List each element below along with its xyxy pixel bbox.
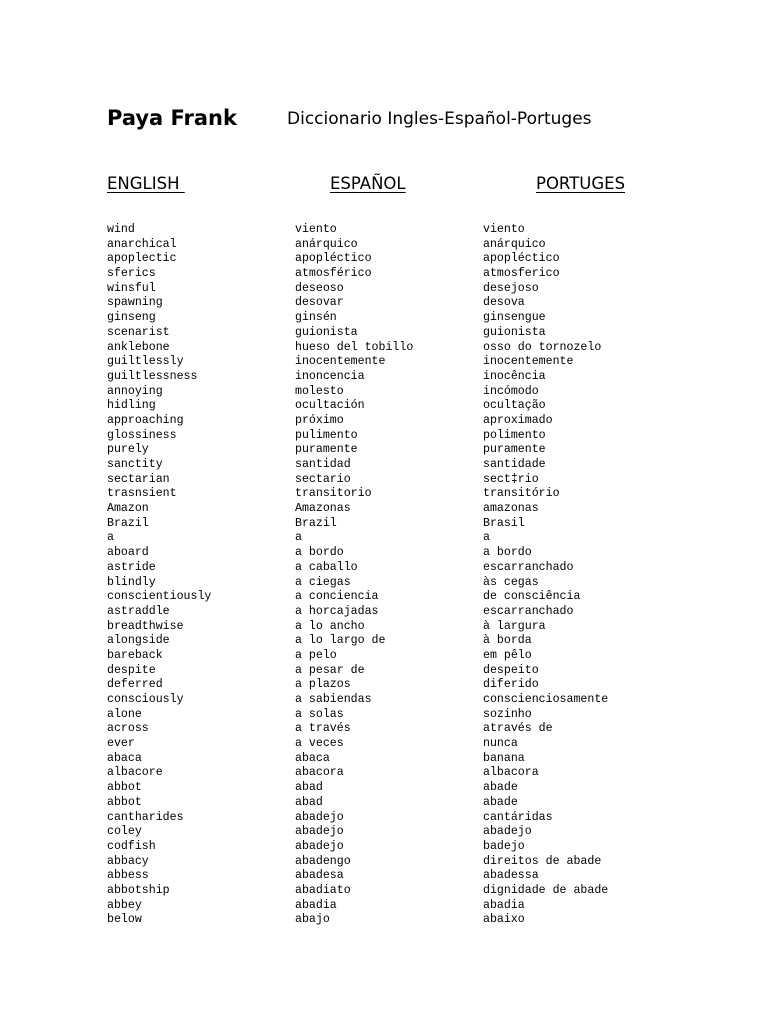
english-word: scenarist <box>107 325 170 339</box>
portuguese-word: sozinho <box>483 707 532 721</box>
portuguese-word: cantáridas <box>483 810 553 824</box>
portuguese-word: de consciência <box>483 590 581 604</box>
portuguese-word: amazonas <box>483 502 539 516</box>
spanish-word: deseoso <box>295 281 344 295</box>
english-column <box>107 223 211 928</box>
spanish-word: apopléctico <box>295 252 372 266</box>
portuguese-word: escarranchado <box>483 560 574 574</box>
spanish-word: a ciegas <box>295 575 351 589</box>
portuguese-word: abadessa <box>483 869 539 883</box>
english-word: albacore <box>107 766 163 780</box>
spanish-word: ocultación <box>295 399 365 413</box>
english-word: spawning <box>107 296 163 310</box>
english-word: breadthwise <box>107 619 184 633</box>
portuguese-word: polimento <box>483 428 546 442</box>
spanish-word: santidad <box>295 458 351 471</box>
spanish-word: abadia <box>295 898 337 912</box>
spanish-word: pulimento <box>295 428 358 442</box>
portuguese-word: anárquico <box>483 237 546 251</box>
english-word: apoplectic <box>107 252 177 266</box>
english-word: Brazil <box>107 516 149 530</box>
spanish-word: abadejo <box>295 839 344 853</box>
english-word: sanctity <box>107 458 163 471</box>
english-word: annoying <box>107 384 163 398</box>
column-header-english: ENGLISH <box>107 174 185 193</box>
portuguese-word: aproximado <box>483 413 553 427</box>
spanish-column <box>295 223 413 928</box>
portuguese-column <box>483 223 608 928</box>
portuguese-word: despeito <box>483 663 539 677</box>
spanish-word: guionista <box>295 325 358 339</box>
spanish-word: inocentemente <box>295 355 386 369</box>
portuguese-word: ginsengue <box>483 311 546 325</box>
portuguese-word: direitos de abade <box>483 854 602 868</box>
portuguese-word: osso do tornozelo <box>483 340 602 354</box>
english-word: anarchical <box>107 237 177 251</box>
spanish-word: abadejo <box>295 810 344 824</box>
portuguese-word: Brasil <box>483 516 525 530</box>
spanish-word: a bordo <box>295 546 344 560</box>
portuguese-word: à borda <box>483 634 532 648</box>
spanish-word: a plazos <box>295 678 351 692</box>
english-word: anklebone <box>107 340 170 354</box>
english-word: glossiness <box>107 428 177 442</box>
spanish-word: próximo <box>295 413 344 427</box>
spanish-word: a solas <box>295 707 344 721</box>
spanish-word: abadejo <box>295 825 344 839</box>
portuguese-word: sect‡rio <box>483 472 539 486</box>
spanish-word: abadesa <box>295 869 344 883</box>
spanish-word: transitorio <box>295 487 372 501</box>
english-word: alone <box>107 707 142 721</box>
english-word: a <box>107 531 114 545</box>
portuguese-word: às cegas <box>483 575 539 589</box>
english-word: abbey <box>107 898 142 912</box>
author-name: Paya Frank <box>107 106 237 130</box>
portuguese-word: escarranchado <box>483 604 574 618</box>
english-word: cantharides <box>107 810 184 824</box>
spanish-word: a lo ancho <box>295 619 365 633</box>
portuguese-word: incómodo <box>483 384 539 398</box>
english-word: wind <box>107 223 135 236</box>
spanish-word: inoncencia <box>295 369 365 383</box>
english-word: winsful <box>107 281 156 295</box>
portuguese-word: abadejo <box>483 825 532 839</box>
spanish-word: a caballo <box>295 560 358 574</box>
english-word: abbot <box>107 781 142 795</box>
english-word: deferred <box>107 678 163 692</box>
portuguese-word: diferido <box>483 678 539 692</box>
spanish-word: a pesar de <box>295 663 365 677</box>
spanish-word: abad <box>295 781 323 795</box>
english-word: sectarian <box>107 472 170 486</box>
english-word: abbacy <box>107 854 149 868</box>
portuguese-word: nunca <box>483 737 518 751</box>
portuguese-word: ocultação <box>483 399 546 413</box>
portuguese-word: abade <box>483 795 518 809</box>
spanish-word: desovar <box>295 296 344 310</box>
portuguese-word: puramente <box>483 443 546 457</box>
portuguese-word: através de <box>483 722 553 736</box>
english-word: abbess <box>107 869 149 883</box>
english-word: abaca <box>107 751 142 765</box>
portuguese-word: abadia <box>483 898 525 912</box>
spanish-word: anárquico <box>295 237 358 251</box>
portuguese-word: à largura <box>483 619 546 633</box>
portuguese-word: atmosferico <box>483 267 560 281</box>
spanish-word: Amazonas <box>295 502 351 516</box>
portuguese-word: transitório <box>483 487 560 501</box>
spanish-word: a lo largo de <box>295 634 386 648</box>
english-word: alongside <box>107 634 170 648</box>
portuguese-word: inocentemente <box>483 355 574 369</box>
spanish-word: abadengo <box>295 854 351 868</box>
english-word: purely <box>107 443 149 457</box>
english-word: consciously <box>107 693 184 706</box>
spanish-word: viento <box>295 223 337 236</box>
spanish-word: Brazil <box>295 516 337 530</box>
spanish-word: sectario <box>295 472 351 486</box>
document-title: Diccionario Ingles-Español-Portuges <box>287 109 592 129</box>
spanish-word: abaca <box>295 751 330 765</box>
english-word: astraddle <box>107 604 170 618</box>
english-word: ever <box>107 737 135 751</box>
english-word: below <box>107 913 142 927</box>
portuguese-word: em pêlo <box>483 648 532 662</box>
column-header-spanish: ESPAÑOL <box>330 174 406 193</box>
spanish-word: molesto <box>295 384 344 398</box>
english-word: codfish <box>107 839 156 853</box>
portuguese-word: apopléctico <box>483 252 560 266</box>
portuguese-word: abaixo <box>483 913 525 927</box>
spanish-word: a pelo <box>295 648 337 662</box>
english-word: Amazon <box>107 502 149 516</box>
spanish-word: a horcajadas <box>295 604 379 618</box>
english-word: approaching <box>107 413 184 427</box>
english-word: astride <box>107 560 156 574</box>
english-word: abbot <box>107 795 142 809</box>
portuguese-word: a bordo <box>483 546 532 560</box>
english-word: bareback <box>107 648 163 662</box>
portuguese-word: guionista <box>483 325 546 339</box>
spanish-word: puramente <box>295 443 358 457</box>
english-word: despite <box>107 663 156 677</box>
spanish-word: a veces <box>295 737 344 751</box>
english-word: ginseng <box>107 311 156 325</box>
portuguese-word: badejo <box>483 839 525 853</box>
english-word: coley <box>107 825 142 839</box>
english-word: across <box>107 722 149 736</box>
spanish-word: a conciencia <box>295 590 379 604</box>
english-word: abbotship <box>107 883 170 897</box>
portuguese-word: a <box>483 531 490 545</box>
english-word: trasnsient <box>107 487 177 501</box>
portuguese-word: conscienciosamente <box>483 693 609 706</box>
spanish-word: hueso del tobillo <box>295 340 414 354</box>
portuguese-word: desova <box>483 296 525 310</box>
english-word: conscientiously <box>107 590 212 604</box>
spanish-word: atmosférico <box>295 267 372 281</box>
spanish-word: a través <box>295 722 351 736</box>
portuguese-word: dignidade de abade <box>483 883 609 897</box>
column-header-portuguese: PORTUGES <box>536 174 626 193</box>
portuguese-word: banana <box>483 751 525 765</box>
portuguese-word: abade <box>483 781 518 795</box>
english-word: guiltlessly <box>107 355 184 369</box>
spanish-word: abadiato <box>295 883 351 897</box>
english-word: aboard <box>107 546 149 560</box>
portuguese-word: santidade <box>483 458 546 471</box>
portuguese-word: viento <box>483 223 525 236</box>
portuguese-word: inocência <box>483 369 546 383</box>
english-word: hidling <box>107 399 156 413</box>
spanish-word: abacora <box>295 766 344 780</box>
english-word: blindly <box>107 575 156 589</box>
english-word: sferics <box>107 267 156 281</box>
spanish-word: a sabiendas <box>295 693 372 706</box>
portuguese-word: albacora <box>483 766 539 780</box>
spanish-word: abajo <box>295 913 330 927</box>
english-word: guiltlessness <box>107 369 198 383</box>
spanish-word: ginsén <box>295 311 337 325</box>
spanish-word: abad <box>295 795 323 809</box>
spanish-word: a <box>295 531 302 545</box>
portuguese-word: desejoso <box>483 281 539 295</box>
